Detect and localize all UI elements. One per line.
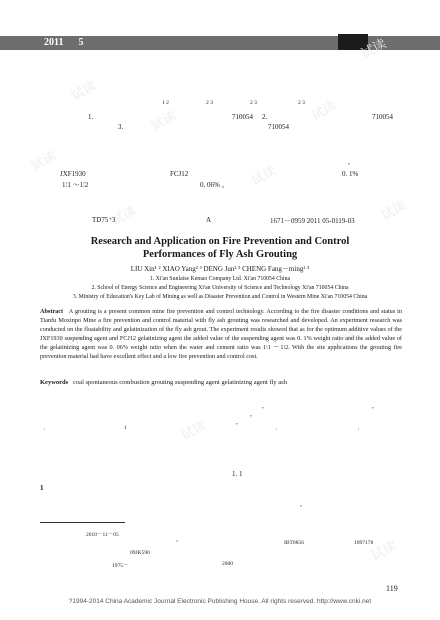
section-heading-1-1: 1. 1 [232,470,243,478]
english-title-line2: Performances of Fly Ash Grouting [142,249,298,260]
copyright-footer: ?1994-2014 China Academic Journal Electronic Publishing House. All rights reserved. http://www.cnki.net [68,598,372,605]
english-abstract [40,307,402,361]
english-affiliation-2: 2. School of Energy Science and Engineering Xi'an University of Science and Technology Xi'an 710054 China [91,285,349,291]
section-heading-1: 1 [40,484,44,492]
english-affiliation-1: 1. Xi'an Sunlaise Kemao Company Ltd. Xi'an 710054 China [149,276,291,282]
journal-year: 2011 5 [44,37,84,48]
abstract-label: Abstract [40,308,64,315]
english-authors: LIU Xin¹ ² XIAO Yang² ³ DENG Jun² ³ CHENG Fang－ming² ³ [130,265,310,273]
keywords-line [40,379,287,386]
keywords-label: Keywords [40,379,69,386]
abstract-text: A grouting is a present common mine fire prevention and control technology. According to the fire disaster conditions and status in Tianfu Moxinpo Mine a fire prevention and control material with fly ash grouting was researched and developed. An experiment research was conducted on the floatability and gelatinization of the fly ash grout. The experiment results showed that as for the optimum additive values of the JXF1930 suspending agent and FCJ12 gelatinizing agent the added value of the suspending agent was 0. 1% weight ratio and the added value of the gelatinizing agent was 0. 06% weight ratio when the water and cement ratio was 1∶1 ～1∶2. With the site applications the grouting fire prevention material had have excellent effect and a low fire prevention and control cost. [40,308,402,360]
page-number: 119 [386,584,398,593]
footnote-rule [40,522,125,523]
english-affiliation-3: 3. Ministry of Education's Key Lab of Mining as well as Disaster Prevention and Control in Western Mine Xi'an 710054 China [72,294,368,300]
english-title-line1: Research and Application on Fire Prevention and Control [90,236,350,247]
keywords-text: coal spontaneous combustion grouting suspending agent gelatinizing agent fly ash [73,379,287,386]
